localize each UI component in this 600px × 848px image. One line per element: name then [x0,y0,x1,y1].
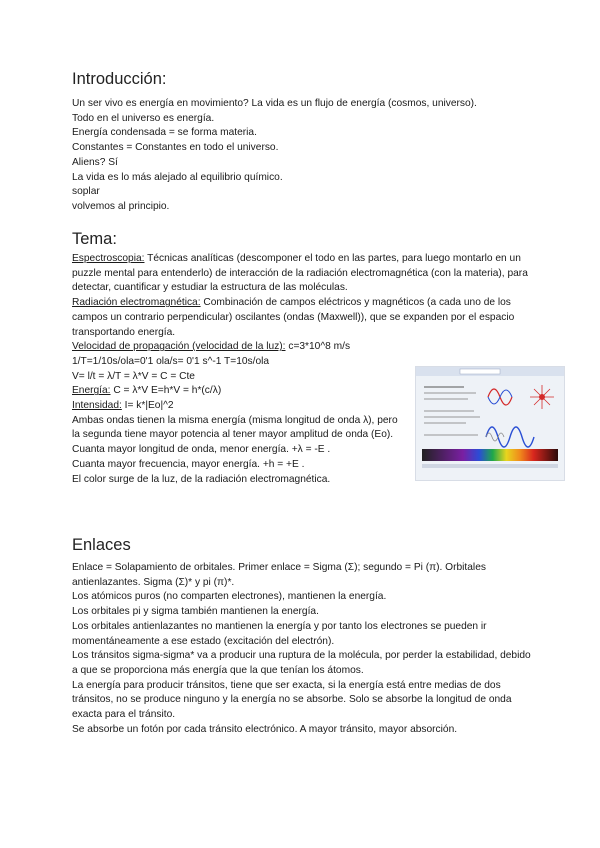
enlaces-paragraph: Los atómicos puros (no comparten electrones), mantienen la energía. [72,591,387,603]
text-line: La vida es lo más alejado al equilibrio químico. [72,171,283,183]
enlaces-paragraph: Los orbitales pi y sigma también mantienen la energía. [72,606,319,618]
text-line: Todo en el universo es energía. [72,112,215,124]
formula-line: 1/T=1/10s/ola=0'1 ola/s= 0'1 s^-1 T=10s/ola [72,355,270,367]
enlaces-paragraph: Enlace = Solapamiento de orbitales. Primer enlace = Sigma (Σ); segundo = Pi (π). Orbitales antienlazantes. Sigma (Σ)* y pi (π)*. [72,562,486,588]
espectroscopia-paragraph [72,252,532,296]
enlaces-paragraph: La energía para producir tránsitos, tiene que ser exacta, si la energía está entre medias de dos tránsitos, no se produce ninguno y la energía no se absorbe. Solo se absorbe la longitud de onda exacta para el tránsito. [72,679,512,721]
text-line: Cuanta mayor frecuencia, mayor energía. +h = +E . [72,458,305,470]
radiacion-paragraph [72,296,532,340]
formula-line: V= l/t = λ/T = λ*V = C = Cte [72,370,195,382]
term-energia: Energía: [72,385,111,397]
text-line: Aliens? Sí [72,156,118,168]
em-spectrum-figure [415,366,565,481]
velocidad-value: c=3*10^8 m/s [285,341,351,353]
text-line: Un ser vivo es energía en movimiento? La vida es un flujo de energía (cosmos, universo). [72,98,477,109]
text-line: Energía condensada = se forma materia. [72,127,257,139]
enlaces-paragraph: Los orbitales antienlazantes no mantienen la energía y por tanto los electrones se pueden ir momentáneamente a ese estado (excitación del electrón). [72,620,487,647]
enlaces-paragraph: Los tránsitos sigma-sigma* va a producir una ruptura de la molécula, por perder la estabilidad, debido a que se proporciona más energía que la que tenían los átomos. [72,650,531,676]
section-title-enlaces: Enlaces [72,536,131,554]
term-espectroscopia: Espectroscopia: [72,253,145,264]
text-line: soplar [72,186,100,198]
term-intensidad: Intensidad: [72,400,122,412]
velocidad-line [72,340,532,355]
energia-formula: C = λ*V E=h*V = h*(c/λ) [110,385,222,397]
text-line: Constantes = Constantes en todo el universo. [72,142,279,154]
em-wave-diagram [416,367,564,480]
text-line: Cuanta mayor longitud de onda, menor energía. +λ = -E . [72,444,331,456]
ondas-paragraph: Ambas ondas tienen la misma energía (misma longitud de onda λ), pero la segunda tiene mayor potencia al tener mayor amplitud de onda (Eo). [72,414,398,441]
enlaces-body [72,561,532,737]
text-line: volvemos al principio. [72,200,170,212]
text-line: El color surge de la luz, de la radiación electromagnética. [72,473,331,485]
intensidad-formula: I= k*|Eo|^2 [121,400,174,412]
section-title-introduccion: Introducción: [72,70,167,88]
term-velocidad: Velocidad de propagación (velocidad de la luz): [72,341,286,353]
enlaces-paragraph: Se absorbe un fotón por cada tránsito electrónico. A mayor tránsito, mayor absorción. [72,723,458,735]
section-title-tema: Tema: [72,230,117,248]
term-radiacion: Radiación electromagnética: [72,297,201,309]
introduccion-body [72,97,477,215]
radiacion-definition: Combinación de campos eléctricos y magnéticos (a cada uno de los campos un contrario perpendicular) oscilantes (ondas (Maxwell)), que se expanden por el espacio transportando energía. [72,297,515,338]
espectroscopia-definition: Técnicas analíticas (descomponer el todo en las partes, para luego montarlo en un puzzle mental para entenderlo) de interacción de la radiación electromagnética (con la materia), para detectar, cuantificar y estudiar la estructura de las moléculas. [72,253,528,294]
